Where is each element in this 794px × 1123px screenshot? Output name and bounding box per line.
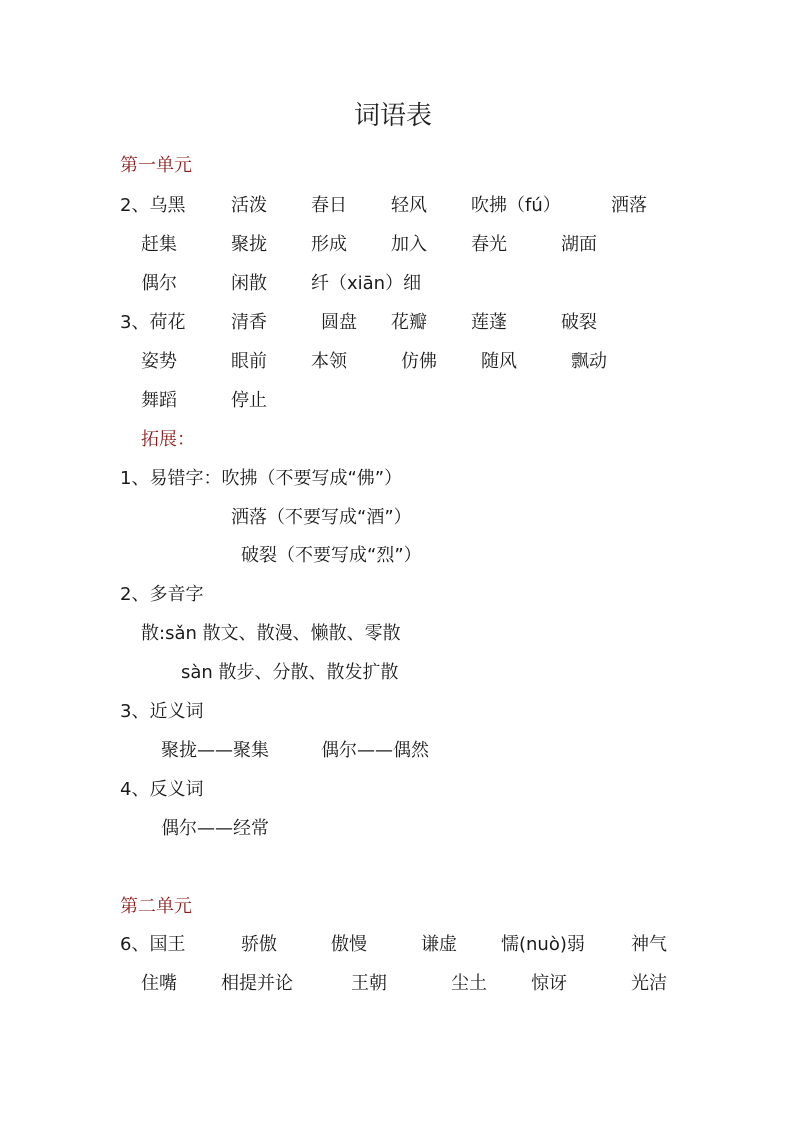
word: 停止 <box>231 390 267 411</box>
word-pair: 聚拢——聚集 <box>161 740 269 761</box>
word: 轻风 <box>391 195 427 216</box>
extension-line: 破裂（不要写成“烈”） <box>241 545 422 566</box>
word: 赶集 <box>141 234 177 255</box>
extension-heading: 拓展： <box>141 429 195 450</box>
word: 花瓣 <box>391 312 427 333</box>
unit1-heading: 第一单元 <box>120 155 192 176</box>
word: 飘动 <box>571 351 607 372</box>
extension-item-label: 1、易错字：吹拂（不要写成“佛”） <box>120 468 403 489</box>
word: 偶尔 <box>141 273 177 294</box>
word: 舞蹈 <box>141 390 177 411</box>
word: 懦(nuò)弱 <box>501 934 585 955</box>
word: 破裂 <box>561 312 597 333</box>
word: 神气 <box>631 934 667 955</box>
word: 形成 <box>311 234 347 255</box>
word: 2、乌黑 <box>120 195 186 216</box>
word: 湖面 <box>561 234 597 255</box>
word-pair: 偶尔——经常 <box>161 818 269 839</box>
word-pair: 偶尔——偶然 <box>321 740 429 761</box>
word: 光洁 <box>631 973 667 994</box>
word: 眼前 <box>231 351 267 372</box>
extension-line: 洒落（不要写成“酒”） <box>231 507 412 528</box>
word: 随风 <box>481 351 517 372</box>
extension-line: sàn 散步、分散、散发扩散 <box>181 662 399 683</box>
page-title: 词语表 <box>354 101 433 131</box>
extension-item-label: 2、多音字 <box>120 584 204 605</box>
word: 吹拂（fú） <box>471 195 561 216</box>
word: 加入 <box>391 234 427 255</box>
word: 尘土 <box>451 973 487 994</box>
word: 纤（xiān）细 <box>311 273 422 294</box>
word: 闲散 <box>231 273 267 294</box>
word: 清香 <box>231 312 267 333</box>
word: 傲慢 <box>331 934 367 955</box>
extension-item-label: 4、反义词 <box>120 779 204 800</box>
extension-item-label: 3、近义词 <box>120 701 204 722</box>
unit2-heading: 第二单元 <box>120 896 192 917</box>
word: 仿佛 <box>401 351 437 372</box>
word: 圆盘 <box>321 312 357 333</box>
extension-line: 散:sǎn 散文、散漫、懒散、零散 <box>141 623 401 644</box>
word: 春光 <box>471 234 507 255</box>
word: 3、荷花 <box>120 312 186 333</box>
word: 惊讶 <box>531 973 567 994</box>
word: 聚拢 <box>231 234 267 255</box>
word: 相提并论 <box>221 973 293 994</box>
word: 活泼 <box>231 195 267 216</box>
word: 洒落 <box>611 195 647 216</box>
word: 莲蓬 <box>471 312 507 333</box>
word: 谦虚 <box>421 934 457 955</box>
word: 6、国王 <box>120 934 186 955</box>
word: 王朝 <box>351 973 387 994</box>
word: 本领 <box>311 351 347 372</box>
word: 姿势 <box>141 351 177 372</box>
word: 住嘴 <box>141 973 177 994</box>
word: 骄傲 <box>241 934 277 955</box>
word: 春日 <box>311 195 347 216</box>
